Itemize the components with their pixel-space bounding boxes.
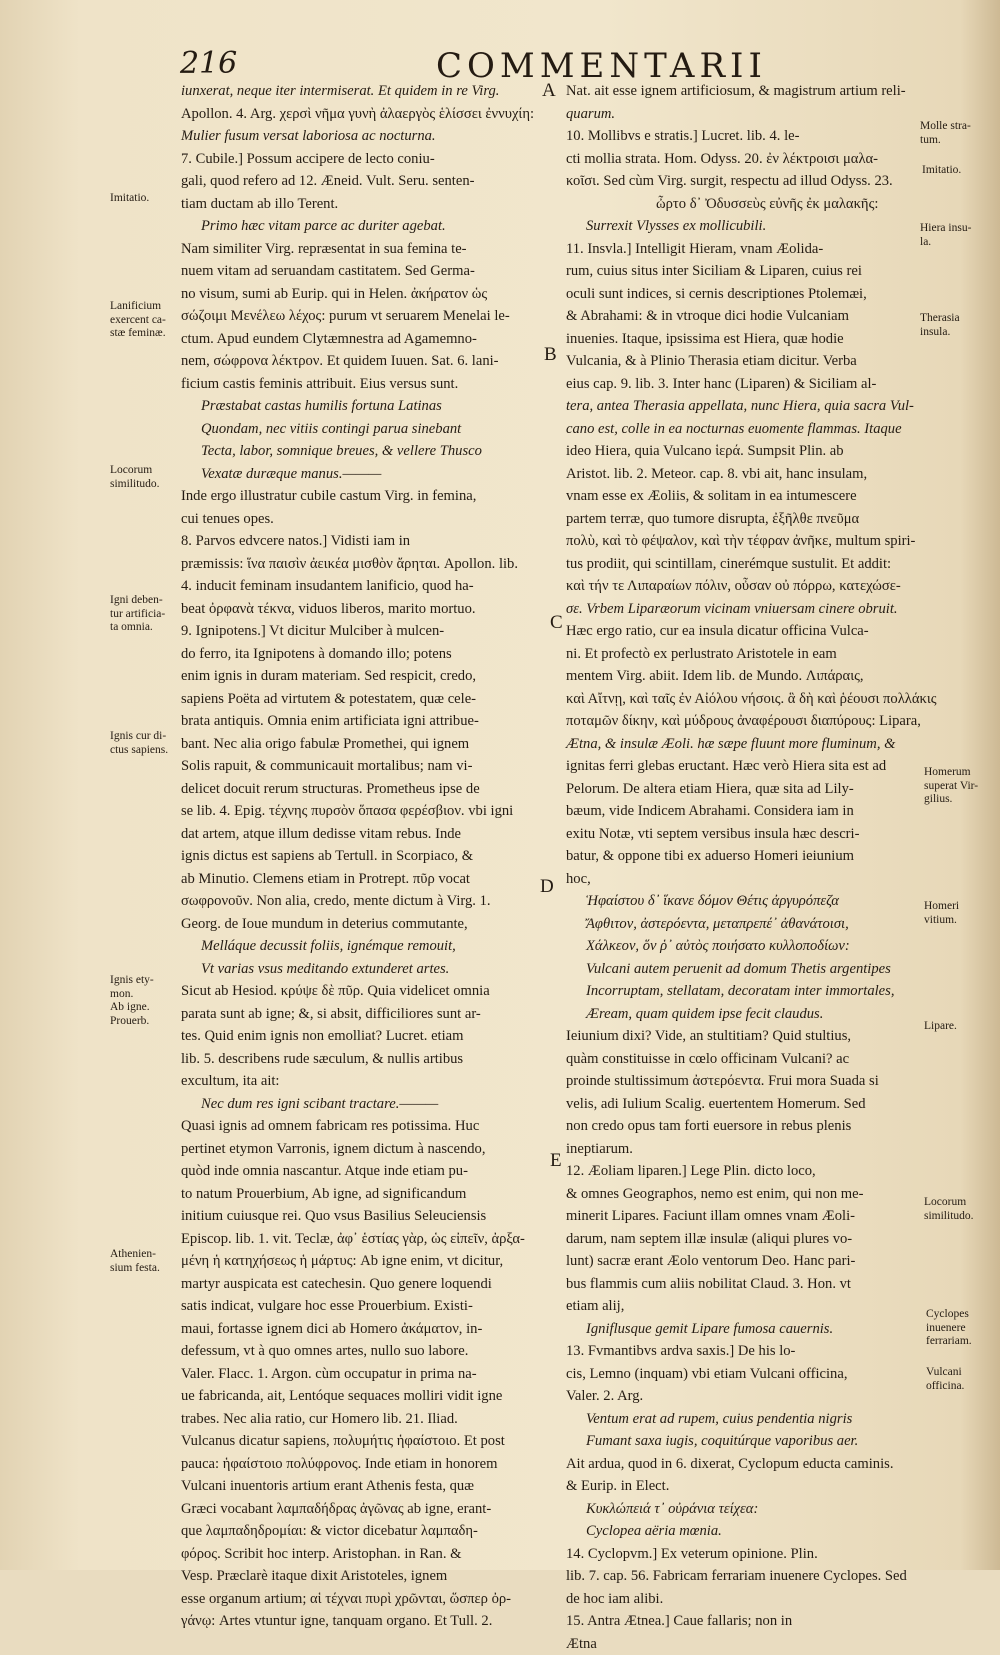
text-line: cui tenues opes. <box>181 508 553 531</box>
text-line: no visum, sumi ab Eurip. qui in Helen. ἀκήρατον ὡς <box>181 283 553 306</box>
right-margin-note <box>924 1196 974 1223</box>
text-line: Valer. Flacc. 1. Argon. cùm occupatur in prima na- <box>181 1363 553 1386</box>
left-margin-note <box>110 1248 160 1275</box>
margin-note-line: gilius. <box>924 793 978 807</box>
margin-note-line: Imitatio. <box>110 192 149 206</box>
margin-note-line: Prouerb. <box>110 1015 154 1029</box>
margin-note-line: Homerum <box>924 766 978 780</box>
margin-note-line: inuenere <box>926 1322 972 1336</box>
text-line: Valer. 2. Arg. <box>566 1385 918 1408</box>
text-line: Tecta, labor, somnique breues, & vellere Thusco <box>181 440 553 463</box>
right-margin-note <box>924 900 959 927</box>
text-line: Ventum erat ad rupem, cuius pendentia nigris <box>566 1408 918 1431</box>
text-line: Ætna <box>566 1633 918 1655</box>
text-line: satis indicat, vulgare hoc esse Prouerbium. Existi- <box>181 1295 553 1318</box>
margin-note-line: Ab igne. <box>110 1001 154 1015</box>
margin-note-line: Ignis ety- <box>110 974 154 988</box>
text-line: Quasi ignis ad omnem fabricam res potissima. Huc <box>181 1115 553 1138</box>
text-line: Aristot. lib. 2. Meteor. cap. 8. vbi ait, hanc insulam, <box>566 463 918 486</box>
text-line: que λαμπαδηδρομίαι: & victor dicebatur λαμπαδη- <box>181 1520 553 1543</box>
margin-note-line: vitium. <box>924 914 959 928</box>
text-line: nem, σώφρονα λέκτρον. Et quidem Iuuen. Sat. 6. lani- <box>181 350 553 373</box>
text-line: trabes. Nec alia ratio, cur Homero lib. 21. Iliad. <box>181 1408 553 1431</box>
text-line: to natum Prouerbium, Ab igne, ad significandum <box>181 1183 553 1206</box>
text-line: ctum. Apud eundem Clytæmnestra ad Agamemno- <box>181 328 553 351</box>
text-line: exitu Notæ, vti septem versibus insula hæc descri- <box>566 823 918 846</box>
text-line: gali, quod refero ad 12. Æneid. Vult. Seru. senten- <box>181 170 553 193</box>
text-line: & Eurip. in Elect. <box>566 1475 918 1498</box>
margin-note-line: tur artificia- <box>110 608 165 622</box>
margin-note-line: mon. <box>110 988 154 1002</box>
text-line: do ferro, ita Ignipotens à domando illo; potens <box>181 643 553 666</box>
text-line: pertinet etymon Varronis, ignem dictum à nascendo, <box>181 1138 553 1161</box>
text-line: initium cuiusque rei. Quo vsus Basilius Seleuciensis <box>181 1205 553 1228</box>
text-line: Κυκλώπειά τ᾽ οὐράνια τείχεα: <box>566 1498 918 1521</box>
text-line: cis, Lemno (inquam) vbi etiam Vulcani officina, <box>566 1363 918 1386</box>
margin-note-line: Imitatio. <box>922 164 961 178</box>
text-line: ficium castis feminis attribuit. Eius versus sunt. <box>181 373 553 396</box>
section-letter-e: E <box>550 1150 562 1172</box>
margin-note-line: Therasia <box>920 312 960 326</box>
margin-note-line: Molle stra- <box>920 120 971 134</box>
margin-note-line: Igni deben- <box>110 594 165 608</box>
text-line: proinde stultissimum ἀστερόεντα. Frui mora Suada si <box>566 1070 918 1093</box>
right-text-column <box>566 80 918 1655</box>
text-line: enim ignis in duram materiam. Sed respicit, credo, <box>181 665 553 688</box>
text-line: Vt varias vsus meditando extunderet artes. <box>181 958 553 981</box>
text-line: 8. Parvos edvcere natos.] Vidisti iam in <box>181 530 553 553</box>
text-line: ni. Et profectò ex perlustrato Aristotele in eam <box>566 643 918 666</box>
text-line: Melláque decussit foliis, ignémque remouit, <box>181 935 553 958</box>
text-line: martyr auspicata est catechesin. Quo genere loquendi <box>181 1273 553 1296</box>
left-text-column <box>181 80 553 1633</box>
text-line: dat artem, atque illum dedisse vitam rebus. Inde <box>181 823 553 846</box>
text-line: ue fabricanda, ait, Lentóque sequaces molliri vidit igne <box>181 1385 553 1408</box>
text-line: velis, adi Iulium Scalig. euertentem Homerum. Sed <box>566 1093 918 1116</box>
running-title: COMMENTARII <box>436 46 767 86</box>
text-line: 14. Cyclopvm.] Ex veterum opinione. Plin. <box>566 1543 918 1566</box>
text-line: cti mollia strata. Hom. Odyss. 20. ἐν λέκτροισι μαλα- <box>566 148 918 171</box>
page-number: 216 <box>180 46 237 81</box>
text-line: 11. Insvla.] Intelligit Hieram, vnam Æolida- <box>566 238 918 261</box>
margin-note-line: ctus sapiens. <box>110 744 168 758</box>
text-line: γάνῳ: Artes vtuntur igne, tanquam organo. Et Tull. 2. <box>181 1610 553 1633</box>
text-line: καὶ Αἴτνῃ, καὶ ταῖς ἐν Αἰόλου νήσοις. ἃ δὴ καὶ ῥέουσι πολλάκις <box>566 688 918 711</box>
margin-note-line: Lanificium <box>110 300 166 314</box>
text-line: Ἄφθιτον, ἀστερόεντα, μεταπρεπέ᾽ ἀθανάτοισι, <box>566 913 918 936</box>
text-line: Inde ergo illustratur cubile castum Virg. in femina, <box>181 485 553 508</box>
text-line: Ætna, & insulæ Æoli. hæ sæpe fluunt more fluminum, & <box>566 733 918 756</box>
text-line: Vesp. Præclarè itaque dixit Aristoteles, ignem <box>181 1565 553 1588</box>
margin-note-line: ferrariam. <box>926 1335 972 1349</box>
text-line: vnam esse ex Æoliis, & solitam in ea intumescere <box>566 485 918 508</box>
text-line: præmissis: ἵνα παισὶν ἀεικέα μισθὸν ἄρηται. Apollon. lib. <box>181 553 553 576</box>
margin-note-line: sium festa. <box>110 1262 160 1276</box>
text-line: πολὺ, καὶ τὸ φέψαλον, καὶ τὴν τέφραν ἀνῆκε, multum spiri- <box>566 530 918 553</box>
text-line: maui, fortasse ignem dici ab Homero ἀκάματον, in- <box>181 1318 553 1341</box>
left-margin-note <box>110 464 160 491</box>
text-line: Ait ardua, quod in 6. dixerat, Cyclopum educta caminis. <box>566 1453 918 1476</box>
text-line: ignis dictus est sapiens ab Tertull. in Scorpiaco, & <box>181 845 553 868</box>
margin-note-line: la. <box>920 236 971 250</box>
text-line: esse organum artium; αἱ τέχναι πυρὶ χρῶνται, ὥσπερ ὀρ- <box>181 1588 553 1611</box>
text-line: quòd inde omnia nascantur. Atque inde etiam pu- <box>181 1160 553 1183</box>
text-line: Cyclopea aëria mœnia. <box>566 1520 918 1543</box>
right-margin-note <box>926 1308 972 1349</box>
text-line: iunxerat, neque iter intermiserat. Et quidem in re Virg. <box>181 80 553 103</box>
section-letter-c: C <box>550 612 563 634</box>
text-line: lunt) sacræ erant Æolo ventorum Deo. Hanc pari- <box>566 1250 918 1273</box>
right-margin-note <box>920 312 960 339</box>
text-line: Vulcani inuentoris artium erant Athenis festa, quæ <box>181 1475 553 1498</box>
text-line: Episcop. lib. 1. vit. Teclæ, ἀφ᾽ ἑστίας γὰρ, ὡς εἰπεῖν, ἀρξα- <box>181 1228 553 1251</box>
text-line: sapiens Poëta ad virtutem & potestatem, quæ cele- <box>181 688 553 711</box>
text-line: 12. Æoliam liparen.] Lege Plin. dicto loco, <box>566 1160 918 1183</box>
margin-note-line: Locorum <box>110 464 160 478</box>
text-line: rum, cuius situs inter Siciliam & Liparen, cuius rei <box>566 260 918 283</box>
margin-note-line: Homeri <box>924 900 959 914</box>
text-line: Igniflusque gemit Lipare fumosa cauernis. <box>566 1318 918 1341</box>
text-line: Georg. de Ioue mundum in deterius commutante, <box>181 913 553 936</box>
text-line: eius cap. 9. lib. 3. Inter hanc (Liparen) & Siciliam al- <box>566 373 918 396</box>
text-line: μένη ἡ κατηχήσεως ἡ μάρτυς: Ab igne enim, vt dicitur, <box>181 1250 553 1273</box>
text-line: quarum. <box>566 103 918 126</box>
margin-note-line: Hiera insu- <box>920 222 971 236</box>
text-line: Χάλκεον, ὅν ῥ᾽ αὐτὸς ποιήσατο κυλλοποδίων: <box>566 935 918 958</box>
text-line: batur, & oppone tibi ex aduerso Homeri ieiunium <box>566 845 918 868</box>
text-line: minerit Lipares. Faciunt illam omnes vnam Æoli- <box>566 1205 918 1228</box>
right-margin-note <box>920 120 971 147</box>
left-margin-note <box>110 300 166 341</box>
text-line: Vulcani autem peruenit ad domum Thetis argentipes <box>566 958 918 981</box>
text-line: καὶ τήν τε Λιπαραίων πόλιν, οὖσαν οὐ πόρρω, κατεχώσε- <box>566 575 918 598</box>
text-line: ignitas ferri glebas eructant. Hæc verò Hiera sita est ad <box>566 755 918 778</box>
margin-note-line: Locorum <box>924 1196 974 1210</box>
text-line: Incorruptam, stellatam, decoratam inter immortales, <box>566 980 918 1003</box>
left-margin-note <box>110 594 165 635</box>
right-margin-note <box>926 1366 964 1393</box>
text-line: ὦρτο δ᾽ Ὀδυσσεὺς εὐνῆς ἐκ μαλακῆς: <box>566 193 918 216</box>
margin-note-line: exercent ca- <box>110 314 166 328</box>
text-line: tes. Quid enim ignis non emolliat? Lucret. etiam <box>181 1025 553 1048</box>
text-line: excultum, ita ait: <box>181 1070 553 1093</box>
text-line: Vulcanus dicatur sapiens, πολυμήτις ἡφαίστοιο. Et post <box>181 1430 553 1453</box>
text-line: Nat. ait esse ignem artificiosum, & magistrum artium reli- <box>566 80 918 103</box>
text-line: 7. Cubile.] Possum accipere de lecto coniu- <box>181 148 553 171</box>
text-line: etiam alij, <box>566 1295 918 1318</box>
text-line: σε. Vrbem Liparæorum vicinam vniuersam cinere obruit. <box>566 598 918 621</box>
right-margin-note <box>920 222 971 249</box>
text-line: Solis rapuit, & communicauit mortalibus; nam vi- <box>181 755 553 778</box>
text-line: 4. inducit feminam insudantem lanificio, quod ha- <box>181 575 553 598</box>
text-line: bant. Nec alia origo fabulæ Promethei, qui ignem <box>181 733 553 756</box>
margin-note-line: similitudo. <box>110 478 160 492</box>
text-line: Æream, quam quidem ipse fecit claudus. <box>566 1003 918 1026</box>
text-line: Primo hæc vitam parce ac duriter agebat. <box>181 215 553 238</box>
text-line: pauca: ἡφαίστοιο πολύφρονος. Inde etiam in honorem <box>181 1453 553 1476</box>
text-line: σωφρονοῦν. Non alia, credo, mente dictum à Virg. 1. <box>181 890 553 913</box>
text-line: delicet docuit rerum structuras. Prometheus ipse de <box>181 778 553 801</box>
margin-note-line: similitudo. <box>924 1210 974 1224</box>
text-line: Ἡφαίστου δ᾽ ἵκανε δόμον Θέτις ἀργυρόπεζα <box>566 890 918 913</box>
text-line: Pelorum. De altera etiam Hiera, quæ sita ad Lily- <box>566 778 918 801</box>
text-line: inuenies. Itaque, ipsissima est Hiera, quæ hodie <box>566 328 918 351</box>
text-line: lib. 5. describens rude sæculum, & nullis artibus <box>181 1048 553 1071</box>
margin-note-line: Cyclopes <box>926 1308 972 1322</box>
margin-note-line: Athenien- <box>110 1248 160 1262</box>
margin-note-line: insula. <box>920 326 960 340</box>
margin-note-line: stæ feminæ. <box>110 327 166 341</box>
margin-note-line: Lipare. <box>924 1020 957 1034</box>
text-line: bus flammis cum aliis nobilitat Claud. 3. Hon. vt <box>566 1273 918 1296</box>
left-margin-note <box>110 192 149 206</box>
text-line: partem terræ, quo tumore disrupta, ἐξῆλθε πνεῦμα <box>566 508 918 531</box>
text-line: 13. Fvmantibvs ardva saxis.] De his lo- <box>566 1340 918 1363</box>
text-line: ineptiarum. <box>566 1138 918 1161</box>
margin-note-line: Ignis cur di- <box>110 730 168 744</box>
left-margin-note <box>110 974 154 1028</box>
text-line: defessum, vt à quo omnes artes, nullo suo labore. <box>181 1340 553 1363</box>
text-line: Græci vocabant λαμπαδήδρας ἀγῶνας ab igne, erant- <box>181 1498 553 1521</box>
text-line: quàm constituisse in cœlo officinam Vulcani? ac <box>566 1048 918 1071</box>
text-line: tera, antea Therasia appellata, nunc Hiera, quia sacra Vul- <box>566 395 918 418</box>
text-line: Nam similiter Virg. repræsentat in sua femina te- <box>181 238 553 261</box>
section-letter-a: A <box>542 80 556 102</box>
margin-note-line: Vulcani <box>926 1366 964 1380</box>
left-margin-note <box>110 730 168 757</box>
text-line: tiam ductam ab illo Terent. <box>181 193 553 216</box>
text-line: σώζοιμι Μενέλεω λέχος: purum vt seruarem Menelai le- <box>181 305 553 328</box>
text-line: Præstabat castas humilis fortuna Latinas <box>181 395 553 418</box>
margin-note-line: tum. <box>920 134 971 148</box>
text-line: Nec dum res igni scibant tractare.——— <box>181 1093 553 1116</box>
text-line: tus prodiit, qui scintillam, cinerémque sustulit. Et addit: <box>566 553 918 576</box>
section-letter-b: B <box>544 344 557 366</box>
text-line: bæum, vide Indicem Abrahami. Considera iam in <box>566 800 918 823</box>
text-line: φόρος. Scribit hoc interp. Aristophan. in Ran. & <box>181 1543 553 1566</box>
text-line: beat ὀρφανὰ τέκνα, viduos liberos, marito mortuo. <box>181 598 553 621</box>
text-line: parata sunt ab igne; &, si absit, difficiliores sunt ar- <box>181 1003 553 1026</box>
section-letter-d: D <box>540 876 554 898</box>
text-line: brata antiquis. Omnia enim artificiata igni attribue- <box>181 710 553 733</box>
text-line: oculi sunt indices, si cernis descriptiones Ptolemæi, <box>566 283 918 306</box>
text-line: & omnes Geographos, nemo est enim, qui non me- <box>566 1183 918 1206</box>
text-line: Vulcania, & à Plinio Therasia etiam dicitur. Verba <box>566 350 918 373</box>
text-line: Apollon. 4. Arg. χερσὶ νῆμα γυνὴ ἀλαεργὸς ἑλίσσει ἐννυχίη: <box>181 103 553 126</box>
text-line: Hæc ergo ratio, cur ea insula dicatur officina Vulca- <box>566 620 918 643</box>
text-line: de hoc iam alibi. <box>566 1588 918 1611</box>
right-margin-note <box>922 164 961 178</box>
text-line: ideo Hiera, quia Vulcano ἱερά. Sumpsit Plin. ab <box>566 440 918 463</box>
text-line: se lib. 4. Epig. τέχνης πυρσὸν ὅπασα φερέσβιον. vbi igni <box>181 800 553 823</box>
text-line: non credo opus tam forti euersore in rebus plenis <box>566 1115 918 1138</box>
text-line: Ieiunium dixi? Vide, an stultitiam? Quid stultius, <box>566 1025 918 1048</box>
text-line: Sicut ab Hesiod. κρύψε δὲ πῦρ. Quia videlicet omnia <box>181 980 553 1003</box>
text-line: darum, nam septem illæ insulæ (aliqui plures vo- <box>566 1228 918 1251</box>
text-line: Quondam, nec vitiis contingi parua sinebant <box>181 418 553 441</box>
right-margin-note <box>924 766 978 807</box>
text-line: cano est, colle in ea nocturnas euomente flammas. Itaque <box>566 418 918 441</box>
text-line: mentem Virg. abiit. Idem lib. de Mundo. Λιπάραις, <box>566 665 918 688</box>
text-line: & Abrahami: & in vtroque dici hodie Vulcaniam <box>566 305 918 328</box>
margin-note-line: officina. <box>926 1380 964 1394</box>
text-line: hoc, <box>566 868 918 891</box>
text-line: ab Minutio. Clemens etiam in Protrept. πῦρ vocat <box>181 868 553 891</box>
margin-note-line: ta omnia. <box>110 621 165 635</box>
right-margin-note <box>924 1020 957 1034</box>
text-line: Surrexit Vlysses ex mollicubili. <box>566 215 918 238</box>
text-line: Fumant saxa iugis, coquitúrque vaporibus aer. <box>566 1430 918 1453</box>
text-line: 10. Mollibvs e stratis.] Lucret. lib. 4. le- <box>566 125 918 148</box>
text-line: nuem vitam ad seruandam castitatem. Sed Germa- <box>181 260 553 283</box>
margin-note-line: superat Vir- <box>924 780 978 794</box>
text-line: 9. Ignipotens.] Vt dicitur Mulciber à mulcen- <box>181 620 553 643</box>
text-line: lib. 7. cap. 56. Fabricam ferrariam inuenere Cyclopes. Sed <box>566 1565 918 1588</box>
text-line: κοῖσι. Sed cùm Virg. surgit, respectu ad illud Odyss. 23. <box>566 170 918 193</box>
text-line: 15. Antra Ætnea.] Caue fallaris; non in <box>566 1610 918 1633</box>
text-line: ποταμῶν δίκην, καὶ μύδρους ἀναφέρουσι διαπύρους: Lipara, <box>566 710 918 733</box>
text-line: Mulier fusum versat laboriosa ac nocturna. <box>181 125 553 148</box>
text-line: Vexatæ duræque manus.——— <box>181 463 553 486</box>
